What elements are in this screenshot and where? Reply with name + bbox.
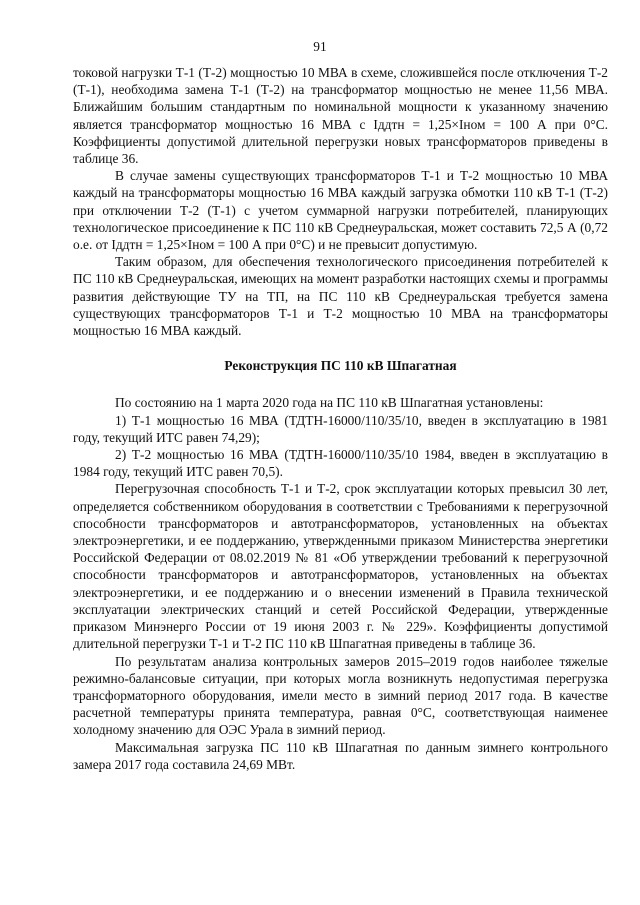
paragraph: В случае замены существующих трансформаторов Т-1 и Т-2 мощностью 10 МВА каждый на трансформаторы мощностью 16 МВА каждый загрузка обмотки 110 кВ Т-1 (Т-2) при отключении Т-2 (Т-1) с учетом суммарной нагрузки потребителей, планирующих технологическое присоединение к ПС 110 кВ Среднеуральская, может составить 72,5 А (0,72 о.е. от Iддтн = 1,25×Iном = 100 А при 0°С) и не превысит допустимую. <box>73 168 608 253</box>
list-item: 2) Т-2 мощностью 16 МВА (ТДТН-16000/110/35/10 1984, введен в эксплуатацию в 1984 году, текущий ИТС равен 70,5). <box>73 447 608 480</box>
paragraph: Таким образом, для обеспечения технологического присоединения потребителей к ПС 110 кВ Среднеуральская, имеющих на момент разработки настоящих схемы и программы развития действующие ТУ на ТП, на ПС 110 кВ Среднеуральская требуется замена существующих трансформаторов Т-1 и Т-2 мощностью 10 МВА на трансформаторы мощностью 16 МВА каждый. <box>73 254 608 339</box>
paragraph: По состоянию на 1 марта 2020 года на ПС 110 кВ Шпагатная установлены: <box>115 395 544 411</box>
text-block <box>73 64 608 773</box>
page-number: 91 <box>313 39 327 54</box>
paragraph: Перегрузочная способность Т-1 и Т-2, срок эксплуатации которых превысил 30 лет, определяется собственником оборудования в соответствии с Требованиями к перегрузочной способности трансформаторов и автотрансформаторов, установленных на объектах электроэнергетики, и ее поддержанию, утвержденными приказом Министерства энергетики Российской Федерации от 08.02.2019 № 81 «Об утверждении требований к перегрузочной способности трансформаторов и автотрансформаторов, установленных на объектах электроэнергетики, и ее поддержанию и о внесении изменений в Правила технической эксплуатации электрических станций и сетей Российской Федерации, утвержденные приказом Минэнерго России от 19 июня 2003 г. № 229». Коэффициенты допустимой длительной перегрузки Т-1 и Т-2 ПС 110 кВ Шпагатная приведены в таблице 36. <box>73 481 608 652</box>
section-heading: Реконструкция ПС 110 кВ Шпагатная <box>224 358 457 374</box>
paragraph: По результатам анализа контрольных замеров 2015–2019 годов наиболее тяжелые режимно-балансовые ситуации, при которых могла возникнуть недопустимая перегрузка трансформаторного оборудования, имели место в зимний период 2017 года. В качестве расчетной температуры принята температура, равная 0°С, соответствующая наименее холодному значению для ОЭС Урала в зимний период. <box>73 653 608 738</box>
paragraph: токовой нагрузки Т-1 (Т-2) мощностью 10 МВА в схеме, сложившейся после отключения Т-2 (Т-1), необходима замена Т-1 (Т-2) на трансформатор мощностью не менее 11,56 МВА. Ближайшим большим стандартным по номинальной мощности к указанному значению является трансформатор мощностью 16 МВА с Iддтн = 1,25×Iном = 100 А при 0°С. Коэффициенты допустимой длительной перегрузки новых трансформаторов приведены в таблице 36. <box>73 65 608 167</box>
paragraph: Максимальная загрузка ПС 110 кВ Шпагатная по данным зимнего контрольного замера 2017 года составила 24,69 МВт. <box>73 739 608 772</box>
list-item: 1) Т-1 мощностью 16 МВА (ТДТН-16000/110/35/10, введен в эксплуатацию в 1981 году, текущий ИТС равен 74,29); <box>73 412 608 445</box>
